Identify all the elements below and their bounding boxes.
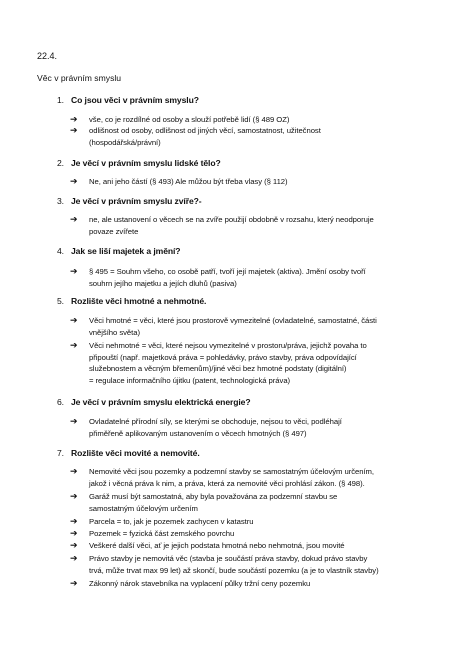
bullet-text <box>89 540 430 552</box>
bullet-line: Právo stavby je nemovitá věc (stavba je součástí práva stavby, dokud právo stavby <box>89 554 368 563</box>
bullet-line: povaze zvířete <box>89 226 139 236</box>
question-text: Rozlište věci hmotné a nehmotné. <box>71 296 207 306</box>
bullet-text <box>89 466 430 489</box>
bullet-item <box>70 266 430 289</box>
bullet-item <box>70 340 430 386</box>
bullet-line: Parcela = to, jak je pozemek zachycen v katastru <box>89 517 254 526</box>
right-arrow-icon: ➔ <box>70 516 78 526</box>
bullet-line: Nemovité věci jsou pozemky a podzemní stavby se samostatným účelovým určením, <box>89 467 374 476</box>
right-arrow-icon: ➔ <box>70 540 78 550</box>
right-arrow-icon: ➔ <box>70 340 78 350</box>
bullet-line: Věci hmotné = věci, které jsou prostorově vymezitelné (ovladatelné, samostatné, části <box>89 316 377 325</box>
bullet-line: Pozemek = fyzická část zemského povrchu <box>89 529 235 538</box>
right-arrow-icon: ➔ <box>70 528 78 538</box>
question-1 <box>57 95 199 105</box>
bullet-line: přiměřeně aplikovaným ustanovením o věcech hmotných (§ 497) <box>89 428 307 438</box>
question-text: Je věcí v právním smyslu elektrická energie? <box>71 397 251 407</box>
question-number: 3. <box>57 196 64 206</box>
bullet-text <box>89 578 430 590</box>
bullet-item <box>70 516 430 528</box>
bullet-line: souhrn jejího majetku a jejích dluhů (pasiva) <box>89 278 237 288</box>
bullet-text <box>89 553 430 576</box>
right-arrow-icon: ➔ <box>70 315 78 325</box>
question-number: 7. <box>57 448 64 458</box>
bullet-line: = regulace informačního újitku (patent, technologická práva) <box>89 375 291 385</box>
question-number: 6. <box>57 397 64 407</box>
bullet-item <box>70 214 430 237</box>
bullet-line: jakož i věcná práva k nim, a práva, která za nemovité věci prohlásí zákon. (§ 498). <box>89 478 365 488</box>
bullet-line: ne, ale ustanovení o věcech se na zvíře použijí obdobně v rozsahu, který neodporuje <box>89 215 374 224</box>
bullet-line: Ne, ani jeho částí (§ 493) Ale můžou být třeba vlasy (§ 112) <box>89 177 288 186</box>
bullet-item <box>70 114 430 126</box>
bullet-line: Garáž musí být samostatná, aby byla považována za podzemní stavbu se <box>89 492 338 501</box>
question-text: Je věcí v právním smyslu zvíře?- <box>71 196 202 206</box>
question-text: Je věcí v právním smyslu lidské tělo? <box>71 158 221 168</box>
question-2 <box>57 158 221 168</box>
right-arrow-icon: ➔ <box>70 553 78 563</box>
bullet-text <box>89 528 430 540</box>
question-3 <box>57 196 202 206</box>
bullet-item <box>70 466 430 489</box>
bullet-item <box>70 176 430 188</box>
bullet-text <box>89 176 430 188</box>
right-arrow-icon: ➔ <box>70 214 78 224</box>
bullet-item <box>70 528 430 540</box>
bullet-item <box>70 491 430 514</box>
bullet-item <box>70 553 430 576</box>
bullet-line: připouští (např. majetková práva = pohledávky, právo stavby, práva odpovídající <box>89 352 357 362</box>
bullet-text <box>89 340 430 386</box>
bullet-line: Věci nehmotné = věci, které nejsou vymezitelné v prostoru/práva, jejichž povaha to <box>89 341 367 350</box>
bullet-text <box>89 416 430 439</box>
question-number: 5. <box>57 296 64 306</box>
bullet-text <box>89 114 430 126</box>
right-arrow-icon: ➔ <box>70 176 78 186</box>
question-text: Co jsou věci v právním smyslu? <box>71 95 199 105</box>
question-text: Jak se liší majetek a jmění? <box>71 246 181 256</box>
bullet-line: Veškeré další věci, ať je jejich podstata hmotná nebo nehmotná, jsou movité <box>89 541 345 550</box>
right-arrow-icon: ➔ <box>70 578 78 588</box>
question-5 <box>57 296 206 306</box>
bullet-text <box>89 214 430 237</box>
bullet-line: (hospodářská/právní) <box>89 137 161 147</box>
document-date: 22.4. <box>37 51 58 61</box>
right-arrow-icon: ➔ <box>70 114 78 124</box>
bullet-line: samostatným účelovým určením <box>89 503 198 513</box>
right-arrow-icon: ➔ <box>70 125 78 135</box>
question-7 <box>57 448 200 458</box>
bullet-item <box>70 416 430 439</box>
question-text: Rozlište věci movité a nemovité. <box>71 448 200 458</box>
right-arrow-icon: ➔ <box>70 266 78 276</box>
right-arrow-icon: ➔ <box>70 466 78 476</box>
bullet-text <box>89 491 430 514</box>
right-arrow-icon: ➔ <box>70 491 78 501</box>
question-number: 4. <box>57 246 64 256</box>
bullet-line: Ovladatelné přírodní síly, se kterými se obchoduje, nejsou to věci, podléhají <box>89 417 342 426</box>
bullet-item <box>70 540 430 552</box>
bullet-line: trvá, může trvat max 99 let) až skončí, bude součástí pozemku (a je to vlastník stavby) <box>89 565 379 575</box>
bullet-text <box>89 125 430 148</box>
bullet-line: Zákonný nárok stavebníka na vyplacení půlky tržní ceny pozemku <box>89 579 311 588</box>
bullet-line: služebnostem a věcným břemenům)/jiné věci bez hmotné podstaty (digitální) <box>89 364 347 374</box>
question-number: 2. <box>57 158 64 168</box>
bullet-item <box>70 578 430 590</box>
question-number: 1. <box>57 95 64 105</box>
bullet-item <box>70 125 430 148</box>
bullet-line: odlišnost od osoby, odlišnost od jiných věcí, samostatnost, užitečnost <box>89 126 321 135</box>
bullet-item <box>70 315 430 338</box>
bullet-text <box>89 516 430 528</box>
bullet-text <box>89 315 430 338</box>
bullet-line: vnějšího světa) <box>89 327 140 337</box>
bullet-line: vše, co je rozdílné od osoby a slouží potřebě lidí (§ 489 OZ) <box>89 115 290 124</box>
right-arrow-icon: ➔ <box>70 416 78 426</box>
question-6 <box>57 397 251 407</box>
question-4 <box>57 246 180 256</box>
document-subtitle: Věc v právním smyslu <box>37 73 122 83</box>
bullet-text <box>89 266 430 289</box>
bullet-line: § 495 = Souhrn všeho, co osobě patří, tvoří její majetek (aktiva). Jmění osoby tvoří <box>89 267 366 276</box>
